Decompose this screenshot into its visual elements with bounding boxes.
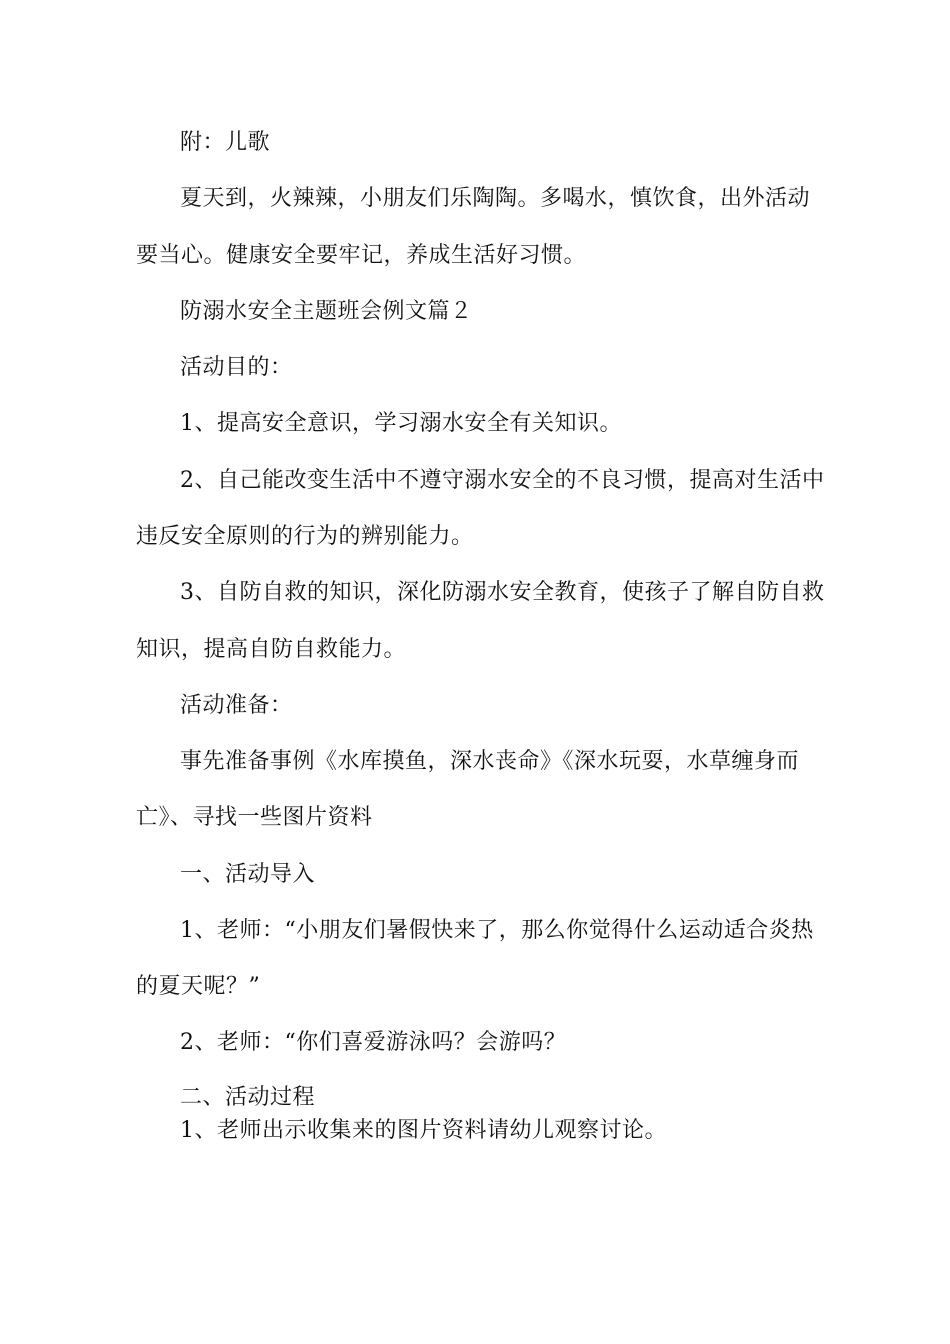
text-line: 事先准备事例《水库摸鱼，深水丧命》《深水玩耍，水草缠身而 [180,749,800,774]
text-line: 的夏天呢？” [136,974,261,999]
text-line: 夏天到，火辣辣，小朋友们乐陶陶。多喝水，慎饮食，出外活动 [180,186,811,211]
text-line: 要当心。健康安全要牢记，养成生活好习惯。 [136,243,587,268]
text-line: 2、老师：“你们喜爱游泳吗？会游吗？ [180,1030,567,1055]
text-line: 3、自防自救的知识，深化防溺水安全教育，使孩子了解自防自救 [180,580,825,605]
text-line: 2、自己能改变生活中不遵守溺水安全的不良习惯，提高对生活中 [180,468,825,493]
text-line: 违反安全原则的行为的辨别能力。 [136,524,474,549]
text-line: 活动目的： [180,355,293,380]
text-line: 活动准备： [180,693,293,718]
text-line: 二、活动过程 [180,1085,316,1110]
text-line: 亡》、寻找一些图片资料 [136,805,373,830]
section-heading: 防溺水安全主题班会例文篇２ [180,299,473,324]
text-line: 附：儿歌 [180,130,271,155]
text-line: 知识，提高自防自救能力。 [136,637,407,662]
text-line: 一、活动导入 [180,862,316,887]
text-line: 1、老师出示收集来的图片资料请幼儿观察讨论。 [180,1118,667,1143]
text-line: 1、老师：“小朋友们暑假快来了，那么你觉得什么运动适合炎热 [180,918,814,943]
text-line: 1、提高安全意识，学习溺水安全有关知识。 [180,411,622,436]
